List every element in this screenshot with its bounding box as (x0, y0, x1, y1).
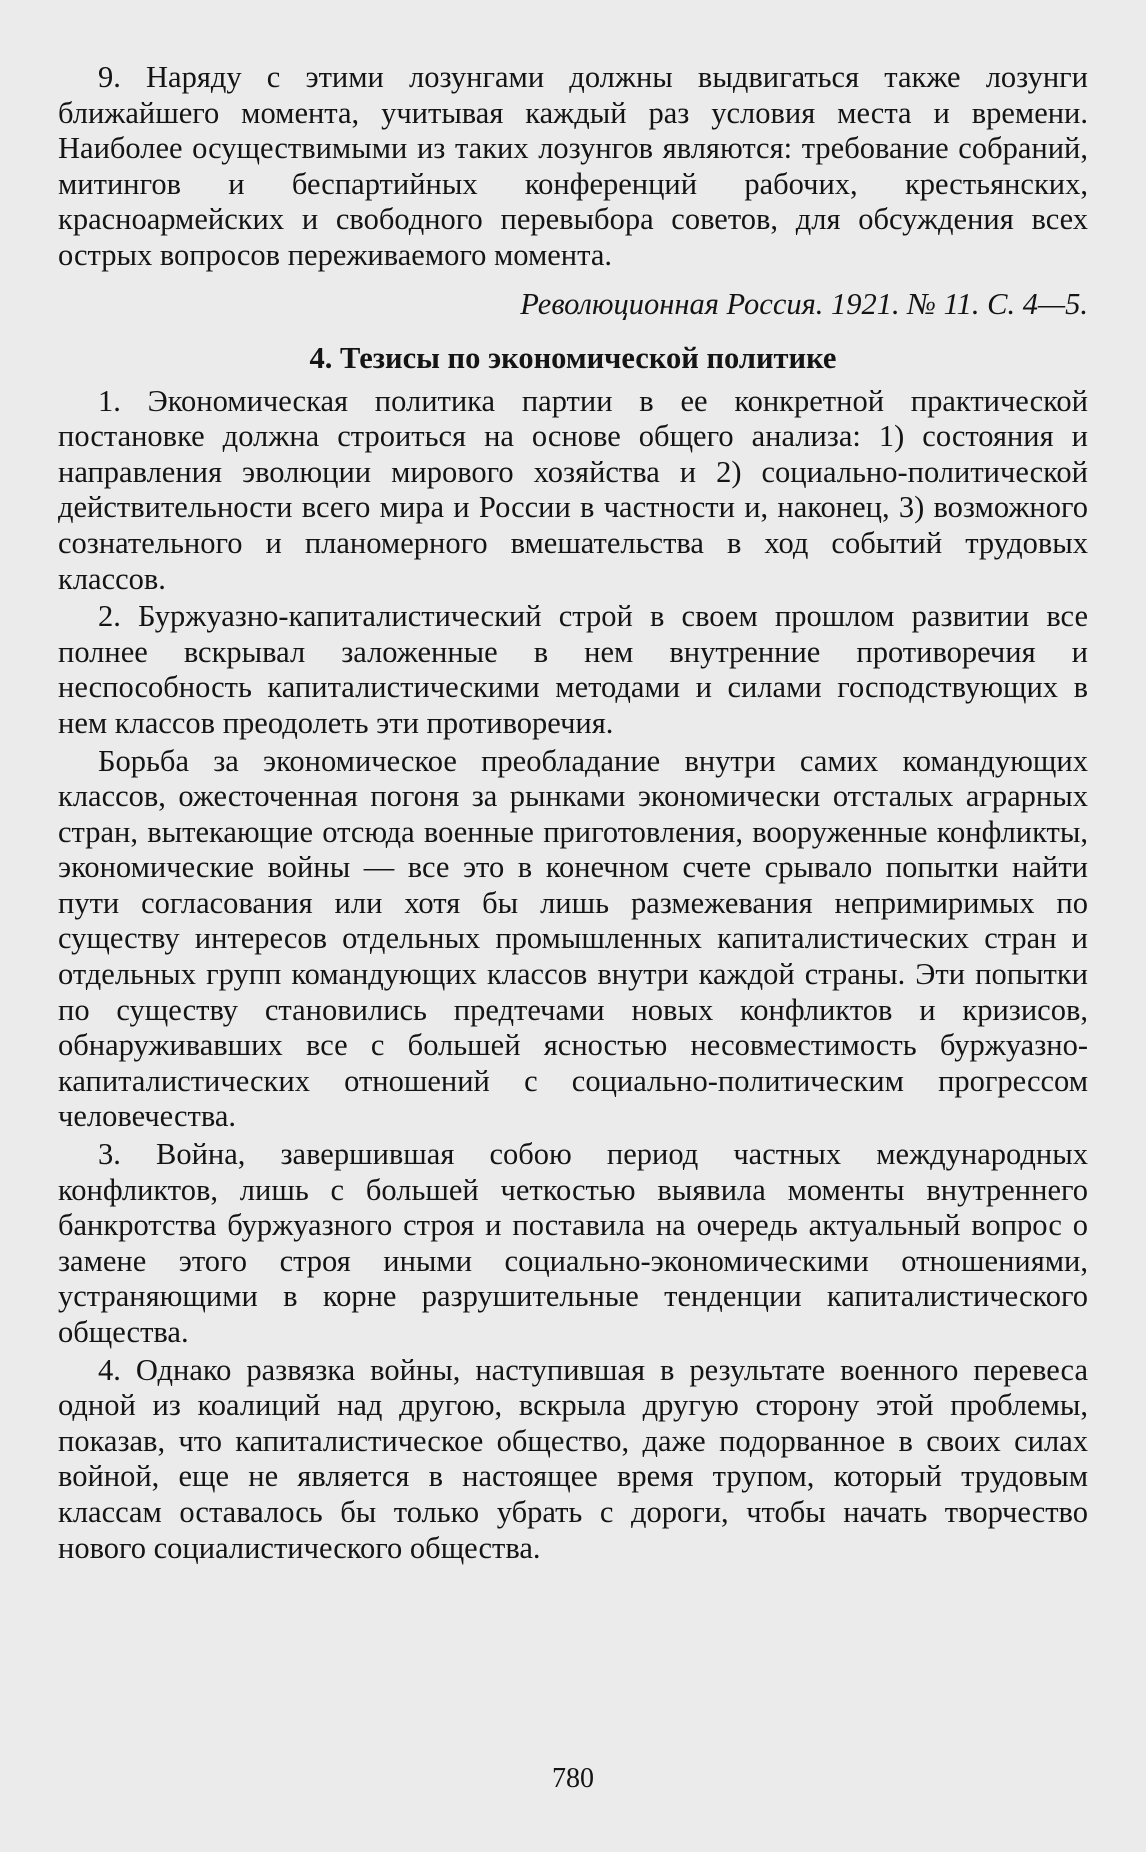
section-heading: 4. Тезисы по экономической политике (309, 340, 837, 375)
paragraph-1: 1. Экономическая политика партии в ее конкретной практической постановке должна строиться на основе общего анализа: 1) состояния и направления эволюции мирового хозяйства и 2) социально-политической действительности всего мира и России в частности и, наконец, 3) возможного сознательного и планомерного вмешательства в ход событий трудовых классов. (58, 383, 1088, 596)
paragraph-4: 4. Однако развязка войны, наступившая в результате военного перевеса одной из коалиций над другою, вскрыла другую сторону этой проблемы, показав, что капиталистическое общество, даже подорванное в своих силах войной, еще не является в настоящее время трупом, который трудовым классам оставалось бы только убрать с дороги, чтобы начать творчество нового социалистического общества. (58, 1352, 1088, 1565)
page-number: 780 (552, 1763, 594, 1794)
page-text (58, 60, 1088, 1566)
paragraph-3: 3. Война, завершившая собою период частных международных конфликтов, лишь с большей четкостью выявила моменты внутреннего банкротства буржуазного строя и поставила на очередь актуальный вопрос о замене этого строя иными социально-экономическими отношениями, устраняющими в корне разрушительные тенденции капиталистического общества. (58, 1137, 1088, 1349)
paragraph-9: 9. Наряду с этими лозунгами должны выдвигаться также лозунги ближайшего момента, учитывая каждый раз условия места и времени. Наиболее осуществимыми из таких лозунгов являются: требование собраний, митингов и беспартийных конференций рабочих, крестьянских, красноармейских и свободного перевыбора советов, для обсуждения всех острых вопросов переживаемого момента. (58, 60, 1088, 272)
paragraph-2-continued: Борьба за экономическое преобладание внутри самих командующих классов, ожесточенная погоня за рынками экономически отсталых аграрных стран, вытекающие отсюда военные приготовления, вооруженные конфликты, экономические войны — все это в конечном счете срывало попытки найти пути согласования или хотя бы лишь размежевания непримиримых по существу интересов отдельных промышленных капиталистических стран и отдельных групп командующих классов внутри каждой страны. Эти попытки по существу становились предтечами новых конфликтов и кризисов, обнаруживавших все с большей ясностью несовместимость буржуазно-капиталистических отношений с социально-политическим прогрессом человечества. (58, 743, 1088, 1134)
paragraph-2: 2. Буржуазно-капиталистический строй в своем прошлом развитии все полнее вскрывал заложенные в нем внутренние противоречия и неспособность капиталистическими методами и силами господствующих в нем классов преодолеть эти противоречия. (58, 599, 1088, 740)
citation: Революционная Россия. 1921. № 11. С. 4—5. (520, 286, 1088, 321)
